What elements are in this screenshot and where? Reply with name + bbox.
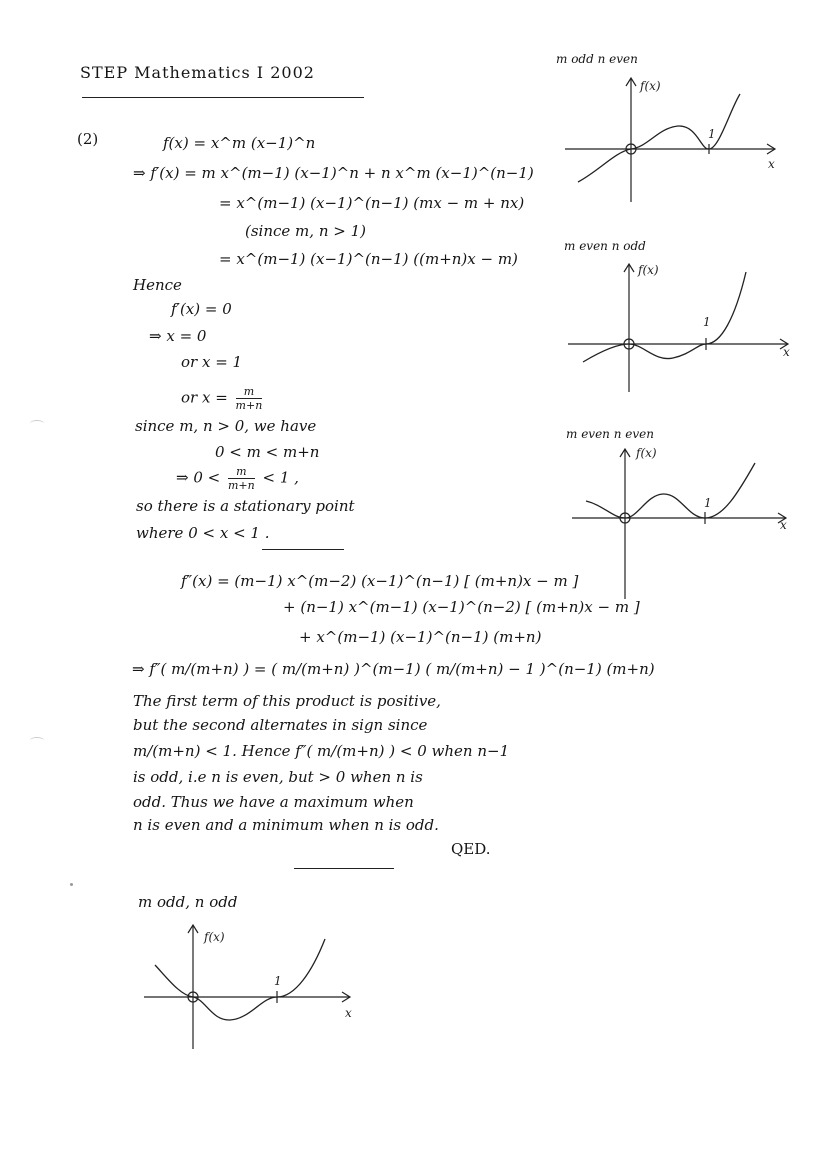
inequality-prefix: ⇒ 0 < bbox=[176, 468, 221, 487]
root-third bbox=[181, 385, 265, 412]
title-underline bbox=[82, 97, 364, 98]
section-divider-1 bbox=[262, 549, 344, 550]
curve bbox=[583, 272, 746, 362]
tick-label: 1 bbox=[703, 315, 711, 329]
inequality-fraction bbox=[228, 465, 255, 492]
section-divider-2 bbox=[294, 868, 394, 869]
curve bbox=[586, 463, 755, 518]
conclusion-line2: but the second alternates in sign since bbox=[133, 716, 428, 734]
graph-caption-m-odd-n-even: m odd n even bbox=[556, 52, 638, 66]
graph-caption-m-odd-n-odd: m odd, n odd bbox=[138, 893, 238, 911]
interval-statement: where 0 < x < 1 . bbox=[136, 524, 270, 542]
fraction-denominator: m+n bbox=[235, 399, 263, 412]
graph-m-even-n-odd bbox=[563, 258, 793, 398]
y-axis-label: f(x) bbox=[640, 79, 661, 93]
condition-note: (since m, n > 1) bbox=[245, 222, 366, 240]
speck bbox=[70, 883, 73, 886]
stationary-equation: f′(x) = 0 bbox=[171, 300, 232, 318]
root-x1: or x = 1 bbox=[181, 353, 243, 371]
root-x0: ⇒ x = 0 bbox=[149, 327, 207, 345]
positivity-statement: since m, n > 0, we have bbox=[135, 417, 317, 435]
punch-hole-mark bbox=[30, 737, 44, 744]
inequality-line: 0 < m < m+n bbox=[215, 443, 320, 461]
graph-caption-m-even-n-even: m even n even bbox=[566, 427, 654, 441]
curve bbox=[578, 94, 740, 182]
second-derivative-line3: + x^(m−1) (x−1)^(n−1) (m+n) bbox=[299, 628, 542, 646]
y-axis-label: f(x) bbox=[204, 930, 225, 944]
x-axis-label: x bbox=[780, 518, 787, 532]
conclusion-line4: is odd, i.e n is even, but > 0 when n is bbox=[133, 768, 423, 786]
x-axis-label: x bbox=[768, 157, 775, 171]
first-derivative-simplified: = x^(m−1) (x−1)^(n−1) ((m+n)x − m) bbox=[219, 250, 518, 268]
root-third-label: or x = bbox=[181, 388, 228, 407]
second-derivative-evaluated: ⇒ f″( m/(m+n) ) = ( m/(m+n) )^(m−1) ( m/(m+n) − 1 )^(n−1) (m+n) bbox=[132, 660, 655, 678]
x-axis-label: x bbox=[783, 345, 790, 359]
second-derivative-line1: f″(x) = (m−1) x^(m−2) (x−1)^(n−1) [ (m+n)x − m ] bbox=[181, 572, 579, 590]
inequality-denominator: m+n bbox=[228, 479, 255, 492]
conclusion-line1: The first term of this product is positive, bbox=[133, 692, 441, 710]
root-fraction bbox=[236, 385, 263, 412]
curve bbox=[155, 939, 325, 1020]
inequality-numerator: m bbox=[228, 465, 255, 479]
stationary-point-statement: so there is a stationary point bbox=[136, 497, 355, 515]
inequality-fraction-line bbox=[176, 465, 299, 492]
graph-m-even-n-even bbox=[568, 443, 793, 603]
qed-mark: QED. bbox=[451, 840, 491, 858]
first-derivative-factored: = x^(m−1) (x−1)^(n−1) (mx − m + nx) bbox=[219, 194, 525, 212]
conclusion-line5: odd. Thus we have a maximum when bbox=[133, 793, 414, 811]
y-axis-label: f(x) bbox=[638, 263, 659, 277]
y-axis-label: f(x) bbox=[636, 446, 657, 460]
page-title: STEP Mathematics I 2002 bbox=[80, 63, 315, 82]
tick-label: 1 bbox=[704, 496, 712, 510]
question-number: (2) bbox=[77, 130, 99, 148]
conclusion-line3: m/(m+n) < 1. Hence f″( m/(m+n) ) < 0 when n−1 bbox=[133, 742, 510, 760]
conclusion-line6: n is even and a minimum when n is odd. bbox=[133, 816, 439, 834]
hence-label: Hence bbox=[133, 276, 182, 294]
tick-label: 1 bbox=[708, 127, 716, 141]
first-derivative: ⇒ f′(x) = m x^(m−1) (x−1)^n + n x^m (x−1)^(n−1) bbox=[133, 164, 534, 182]
function-definition: f(x) = x^m (x−1)^n bbox=[163, 134, 316, 152]
inequality-suffix: < 1 , bbox=[262, 468, 299, 487]
punch-hole-mark bbox=[30, 420, 44, 427]
graph-m-odd-n-odd bbox=[140, 917, 365, 1052]
graph-m-odd-n-even bbox=[560, 70, 780, 210]
x-axis-label: x bbox=[345, 1006, 352, 1020]
fraction-numerator: m bbox=[236, 385, 263, 399]
second-derivative-line2: + (n−1) x^(m−1) (x−1)^(n−2) [ (m+n)x − m ] bbox=[283, 598, 640, 616]
graph-caption-m-even-n-odd: m even n odd bbox=[564, 239, 646, 253]
tick-label: 1 bbox=[274, 974, 282, 988]
